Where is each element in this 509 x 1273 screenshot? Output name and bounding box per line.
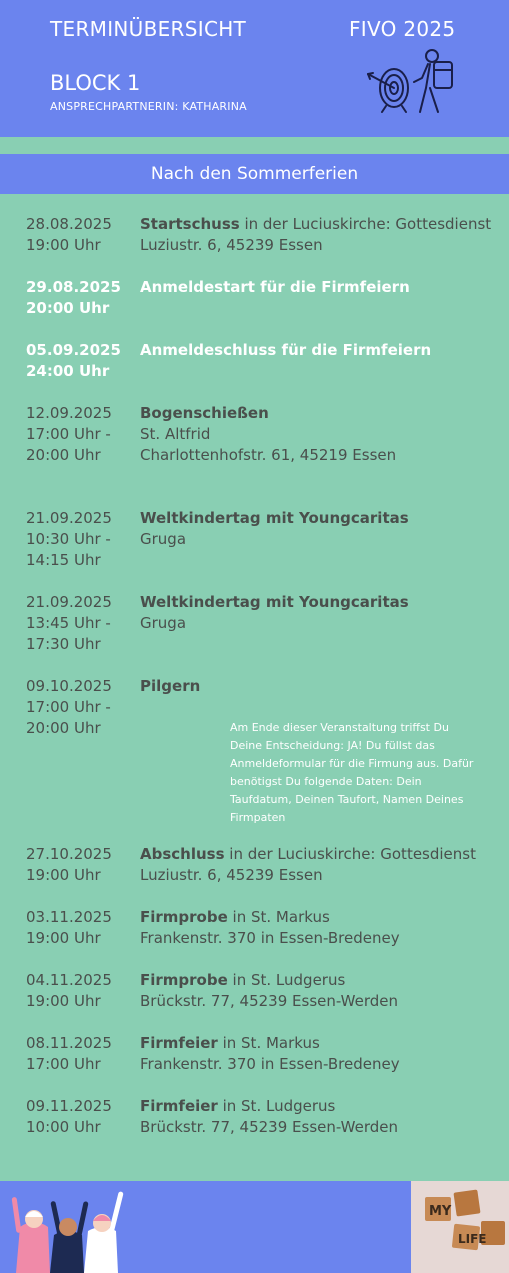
event-date: 05.09.2025 24:00 Uhr xyxy=(26,341,121,380)
event-date: 09.11.2025 10:00 Uhr xyxy=(26,1097,112,1136)
event-date: 12.09.2025 17:00 Uhr - 20:00 Uhr xyxy=(26,404,112,464)
event-title: Firmprobe xyxy=(140,908,228,926)
event-date: 03.11.2025 19:00 Uhr xyxy=(26,908,112,947)
svg-text:MY: MY xyxy=(429,1204,452,1219)
event-date: 27.10.2025 19:00 Uhr xyxy=(26,845,112,884)
event-info: Firmprobe in St. Markus Frankenstr. 370 in Essen-Bredeney xyxy=(140,908,400,947)
event-info: Firmprobe in St. Ludgerus Brückstr. 77, 45239 Essen-Werden xyxy=(140,971,399,1010)
event-title: Firmfeier xyxy=(140,1097,218,1115)
svg-text:LIFE: LIFE xyxy=(458,1232,487,1246)
event-date: 04.11.2025 19:00 Uhr xyxy=(26,971,112,1010)
event-title: Anmeldeschluss für die Firmfeiern xyxy=(140,341,432,359)
event-info: Abschluss in der Luciuskirche: Gottesdienst Luziustr. 6, 45239 Essen xyxy=(140,845,476,884)
my-life-dice-photo xyxy=(411,1181,509,1273)
event-title: Firmfeier xyxy=(140,1034,218,1052)
event-title: Bogenschießen xyxy=(140,404,269,422)
event-info: Bogenschießen St. Altfrid Charlottenhofstr. 61, 45219 Essen xyxy=(140,404,397,464)
cheering-friends-illustration xyxy=(10,1187,140,1273)
event-title: Anmeldestart für die Firmfeiern xyxy=(140,278,410,296)
event-title: Abschluss xyxy=(140,845,225,863)
program-year: FIVO 2025 xyxy=(349,17,456,41)
event-info: Weltkindertag mit Youngcaritas Gruga xyxy=(140,593,409,632)
event-info xyxy=(140,277,500,298)
footer xyxy=(0,1181,509,1273)
event-title: Pilgern xyxy=(140,677,201,695)
event-title: Weltkindertag mit Youngcaritas xyxy=(140,593,409,611)
event-date: 21.09.2025 10:30 Uhr - 14:15 Uhr xyxy=(26,509,112,569)
event-title: Firmprobe xyxy=(140,971,228,989)
page-title: TERMINÜBERSICHT xyxy=(50,17,247,41)
event-info: Firmfeier in St. Ludgerus Brückstr. 77, 45239 Essen-Werden xyxy=(140,1097,399,1136)
event-info: Startschuss in der Luciuskirche: Gottesdienst Luziustr. 6, 45239 Essen xyxy=(140,215,492,254)
event-info xyxy=(140,340,500,361)
section-banner: Nach den Sommerferien xyxy=(0,154,509,194)
event-date: 28.08.2025 19:00 Uhr xyxy=(26,215,112,254)
event-info xyxy=(140,676,500,697)
registration-note: Am Ende dieser Veranstaltung triffst Du Deine Entscheidung: JA! Du füllst das Anmeldeformular für die Firmung aus. Dafür benötigst Du folgende Daten: Dein Taufdatum, Deinen Taufort, Namen Deines Firmpaten xyxy=(230,721,474,824)
contact-person: ANSPRECHPARTNERIN: KATHARINA xyxy=(50,100,247,113)
event-date: 21.09.2025 13:45 Uhr - 17:30 Uhr xyxy=(26,593,112,653)
header xyxy=(0,0,509,137)
event-info: Weltkindertag mit Youngcaritas Gruga xyxy=(140,509,409,548)
event-date: 08.11.2025 17:00 Uhr xyxy=(26,1034,112,1073)
event-title: Weltkindertag mit Youngcaritas xyxy=(140,509,409,527)
event-info: Firmfeier in St. Markus Frankenstr. 370 in Essen-Bredeney xyxy=(140,1034,400,1073)
event-date: 09.10.2025 17:00 Uhr - 20:00 Uhr xyxy=(26,677,112,737)
archer-target-hiker-icon xyxy=(364,48,458,116)
block-title: BLOCK 1 xyxy=(50,71,141,95)
event-title: Startschuss xyxy=(140,215,240,233)
event-date: 29.08.2025 20:00 Uhr xyxy=(26,278,121,317)
